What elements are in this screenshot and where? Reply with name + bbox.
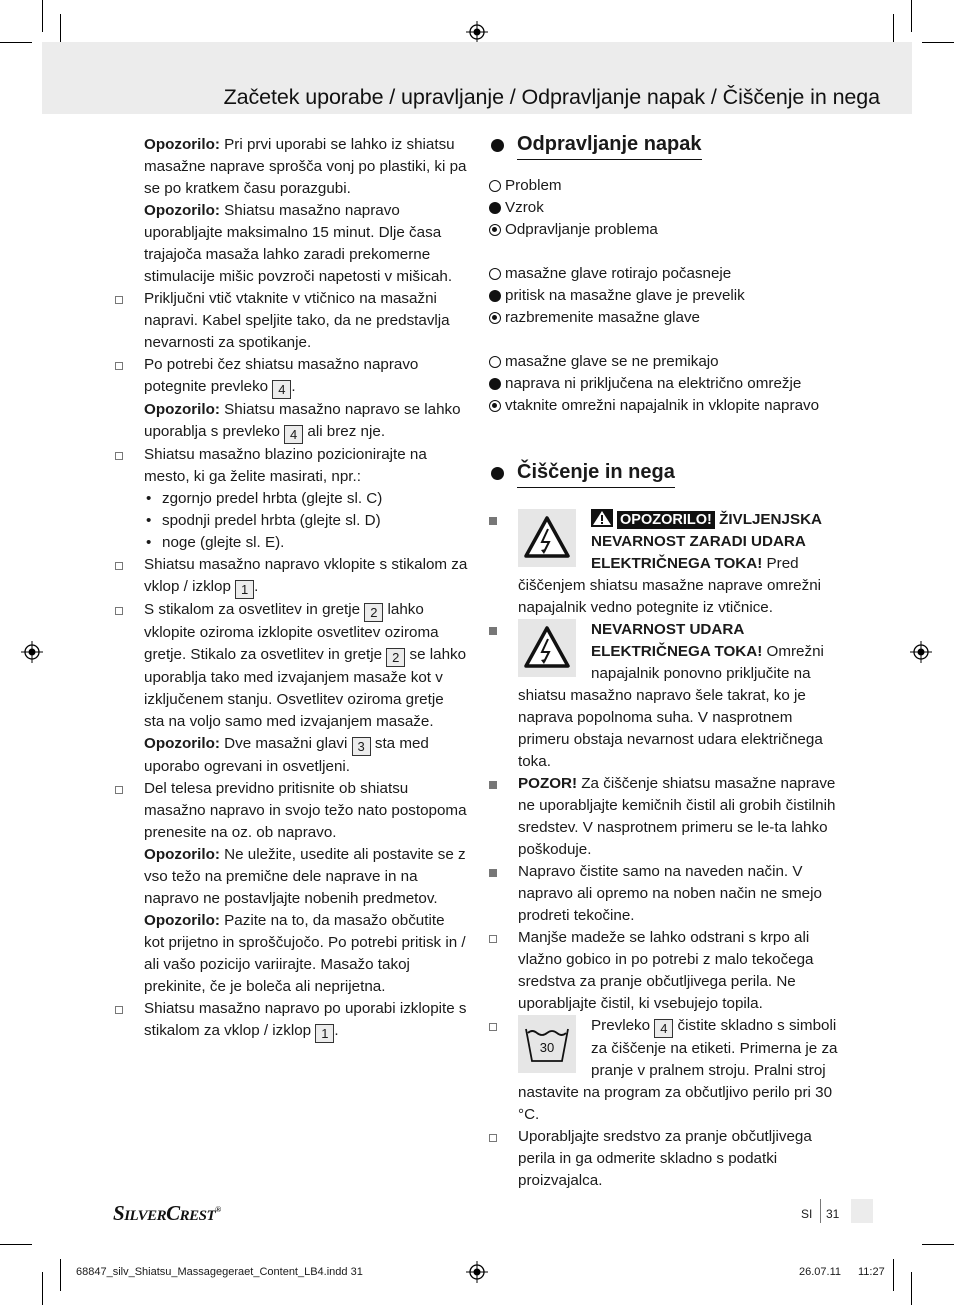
registration-mark-icon: [910, 641, 932, 663]
part-number-badge: 3: [352, 737, 371, 756]
crop-mark: [922, 1244, 954, 1245]
list-item: [113, 354, 468, 444]
warning-heading: POZOR!: [518, 775, 578, 792]
list-item-text: se lahko uporablja tako med izvajanjem masaže kot v izključenem stanju. Osvetlitev oziroma gretje sta na voljo samo med izvajanjem masaže.: [144, 646, 467, 730]
checkbox-bullet-icon: [115, 1006, 123, 1014]
list-item-text: .: [254, 578, 259, 595]
warning-text: Dve masažni glavi: [219, 735, 352, 752]
list-item-text: lahko vklopite oziroma izklopite osvetlitev oziroma gretje. Stikalo za osvetlitev in gretje: [144, 601, 439, 663]
solution-line: [487, 307, 842, 329]
warning-heading: NEVARNOST UDARA ELEKTRIČNEGA TOKA!: [591, 621, 763, 660]
page-number: 31: [826, 1207, 840, 1221]
target-circle-icon: [489, 400, 501, 412]
warning-label: Opozorilo:: [144, 912, 220, 929]
warning-item: [487, 509, 842, 619]
legend-text: Odpravljanje problema: [505, 221, 658, 238]
crop-mark: [911, 0, 912, 32]
list-item: [487, 1015, 842, 1126]
solution-line: [487, 395, 842, 417]
list-item-text: Priključni vtič vtaknite v vtičnico na masažni napravi. Kabel speljite tako, da ne predstavlja nevarnosti za spotikanje.: [144, 290, 450, 351]
crop-mark: [893, 1259, 894, 1291]
square-bullet-icon: [489, 781, 497, 789]
list-item-text: .: [334, 1022, 339, 1039]
warning-triangle-icon: [591, 509, 613, 527]
print-slug-date: 26.07.11: [799, 1266, 842, 1278]
warning-heading: ŽIVLJENJSKA NEVARNOST ZARADI UDARA ELEKTRIČNEGA TOKA!: [591, 511, 822, 572]
electric-hazard-icon: [518, 619, 576, 677]
section-heading-troubleshooting: [487, 131, 842, 161]
warning-text: Pri prvi uporabi se lahko iz shiatsu masažne naprave sprošča vonj po plastiki, ki pa se po kratkem času porazgubi.: [144, 136, 467, 197]
warning-text: Pred čiščenjem shiatsu masažne naprave omrežni napajalnik vedno potegnite iz vtičnice.: [518, 555, 822, 616]
open-circle-icon: [489, 356, 501, 368]
warning-label: OPOZORILO!: [617, 511, 715, 529]
list-item: [113, 554, 468, 599]
list-item: [113, 998, 468, 1043]
part-number-badge: 1: [235, 580, 254, 599]
list-item-text: Del telesa previdno pritisnite ob shiatsu masažno napravo in svojo težo nato postopoma prenesite na oz. ob napravo.: [144, 780, 467, 841]
checkbox-bullet-icon: [115, 562, 123, 570]
part-number-badge: 4: [272, 380, 291, 399]
warning-text: Shiatsu masažno napravo se lahko uporablja s prevleko: [144, 401, 461, 440]
warning-text: Pazite na to, da masažo občutite kot prijetno in sproščujočo. Po potrebi pritisk in / ali vašo pozicijo variirajte. Masažo takoj prekinite, če je boleča ali neprijetna.: [144, 912, 466, 995]
problem-line: [487, 351, 842, 373]
checkbox-bullet-icon: [115, 452, 123, 460]
square-bullet-icon: [489, 517, 497, 525]
checkbox-bullet-icon: [115, 607, 123, 615]
warning-text: Omrežni napajalnik ponovno priključite na shiatsu masažno napravo šele takrat, ko je naprava popolnoma suha. V nasprotnem primeru obstaja nevarnost udara električnega toka.: [518, 643, 824, 770]
warning-text: ali brez nje.: [303, 423, 386, 440]
checkbox-bullet-icon: [489, 1134, 497, 1142]
sub-list-text: zgornjo predel hrbta (glejte sl. C): [162, 490, 383, 507]
list-item: [113, 288, 468, 354]
warning-label: Opozorilo:: [144, 735, 220, 752]
checkbox-bullet-icon: [115, 296, 123, 304]
filled-circle-icon: [489, 202, 501, 214]
warning-label: Opozorilo:: [144, 202, 220, 219]
registration-mark-icon: [466, 1261, 488, 1283]
page-title: Začetek uporabe / upravljanje / Odpravljanje napak / Čiščenje in nega: [223, 85, 880, 109]
registration-mark-icon: [21, 641, 43, 663]
square-bullet-icon: [489, 627, 497, 635]
electric-hazard-icon: [518, 509, 576, 567]
cause-text: naprava ni priključena na električno omrežje: [505, 375, 802, 392]
target-circle-icon: [489, 224, 501, 236]
print-slug-filename: 68847_silv_Shiatsu_Massagegeraet_Content_LB4.indd 31: [76, 1266, 363, 1278]
print-slug-time: 11:27: [858, 1266, 885, 1278]
warning-item: [487, 861, 842, 927]
warning-text: Shiatsu masažno napravo uporabljajte maksimalno 15 minut. Dlje časa trajajoča masaža lahko zaradi prekomerne stimulacije mišic povzroči napetosti v mišicah.: [144, 202, 453, 285]
list-item: [113, 599, 468, 778]
open-circle-icon: [489, 268, 501, 280]
crop-mark: [922, 42, 954, 43]
list-item: [487, 1126, 842, 1192]
checkbox-bullet-icon: [115, 786, 123, 794]
warning-text: Napravo čistite samo na naveden način. V napravo ali opremo na noben način ne smejo prodreti tekočine.: [518, 863, 822, 924]
crop-mark: [0, 1244, 32, 1245]
footer-divider: [820, 1199, 821, 1223]
problem-line: [487, 263, 842, 285]
filled-circle-icon: [489, 290, 501, 302]
legend-text: Vzrok: [505, 199, 544, 216]
part-number-badge: 4: [654, 1019, 673, 1038]
silvercrest-logo: SILVERCREST®: [113, 1201, 221, 1225]
legend-solution: [487, 219, 842, 241]
list-item-text: S stikalom za osvetlitev in gretje: [144, 601, 365, 618]
warning-note: [113, 200, 468, 288]
warning-label: Opozorilo:: [144, 136, 220, 153]
page-tab: [851, 1199, 873, 1223]
list-item-text: .: [291, 378, 296, 395]
solution-text: vtaknite omrežni napajalnik in vklopite napravo: [505, 397, 820, 414]
checkbox-bullet-icon: [489, 1023, 497, 1031]
legend-problem: [487, 175, 842, 197]
warning-item: [487, 619, 842, 773]
crop-mark: [42, 0, 43, 32]
part-number-badge: 1: [315, 1024, 334, 1043]
square-bullet-icon: [489, 869, 497, 877]
list-item-text: Shiatsu masažno napravo po uporabi izklopite s stikalom za vklop / izklop: [144, 1000, 467, 1039]
section-heading-text: Čiščenje in nega: [517, 459, 675, 488]
warning-note: [113, 134, 468, 200]
part-number-badge: 4: [284, 425, 303, 444]
list-item-text: Manjše madeže se lahko odstrani s krpo ali vlažno gobico in po potrebi z malo tekočega sredstva za pranje občutljivega perila. Ne uporabljajte čistil, ki vsebujejo topila.: [518, 929, 814, 1012]
warning-text: sta med uporabo ogrevani in osvetljeni.: [144, 735, 429, 775]
registration-mark-icon: [466, 21, 488, 43]
wash-temperature: 30: [539, 1040, 555, 1055]
list-item-text: Shiatsu masažno blazino pozicionirajte na mesto, ki ga želite masirati, npr.:: [144, 446, 427, 485]
cause-line: [487, 285, 842, 307]
cause-text: pritisk na masažne glave je prevelik: [505, 287, 745, 304]
warning-text: Za čiščenje shiatsu masažne naprave ne uporabljajte kemičnih čistil ali grobih čistilnih sredstev. V nasprotnem primeru se le-ta lahko poškoduje.: [518, 775, 836, 858]
list-item-text: Uporabljajte sredstvo za pranje občutljivega perila in ga odmerite skladno s podatki proizvajalca.: [518, 1128, 812, 1189]
crop-mark: [60, 1259, 61, 1291]
part-number-badge: 2: [364, 603, 383, 622]
problem-text: masažne glave rotirajo počasneje: [505, 265, 732, 282]
crop-mark: [911, 1272, 912, 1305]
warning-item: [487, 773, 842, 861]
heading-bullet-icon: [491, 139, 504, 152]
checkbox-bullet-icon: [489, 935, 497, 943]
wash-30-icon: [518, 1015, 576, 1073]
list-item-text: Po potrebi čez shiatsu masažno napravo potegnite prevleko: [144, 356, 419, 395]
sub-list-item: • spodnji predel hrbta (glejte sl. D): [146, 512, 381, 529]
open-circle-icon: [489, 180, 501, 192]
section-heading-text: Odpravljanje napak: [517, 131, 702, 160]
list-item: [487, 927, 842, 1015]
section-heading-cleaning: [487, 459, 842, 489]
warning-text: Ne uležite, usedite ali postavite se z vso težo na premične dele naprave in na napravo ne postavljajte nobenih predmetov.: [144, 846, 466, 907]
legend-cause: [487, 197, 842, 219]
warning-label: Opozorilo:: [144, 846, 220, 863]
solution-text: razbremenite masažne glave: [505, 309, 701, 326]
crop-mark: [42, 1272, 43, 1305]
sub-list-item: • noge (glejte sl. E).: [146, 534, 285, 551]
warning-label: Opozorilo:: [144, 401, 220, 418]
sub-list-text: spodnji predel hrbta (glejte sl. D): [162, 512, 381, 529]
filled-circle-icon: [489, 378, 501, 390]
cause-line: [487, 373, 842, 395]
list-item: [113, 778, 468, 998]
part-number-badge: 2: [386, 648, 405, 667]
target-circle-icon: [489, 312, 501, 324]
list-item-text: Prevleko: [591, 1017, 655, 1034]
list-item: [113, 444, 468, 554]
checkbox-bullet-icon: [115, 362, 123, 370]
crop-mark: [0, 42, 32, 43]
right-column: [487, 131, 842, 1192]
sub-list-text: noge (glejte sl. E).: [162, 534, 285, 551]
sub-list-item: • zgornjo predel hrbta (glejte sl. C): [146, 490, 383, 507]
list-item-text: čistite skladno s simboli za čiščenje na etiketi. Primerna je za pranje v pralnem stroju. Pralni stroj nastavite na program za občutljivo perilo pri 30 °C.: [518, 1017, 838, 1123]
legend-text: Problem: [505, 177, 562, 194]
heading-bullet-icon: [491, 467, 504, 480]
language-code: SI: [801, 1207, 813, 1221]
left-column: [113, 134, 468, 1043]
list-item-text: Shiatsu masažno napravo vklopite s stikalom za vklop / izklop: [144, 556, 468, 595]
problem-text: masažne glave se ne premikajo: [505, 353, 719, 370]
